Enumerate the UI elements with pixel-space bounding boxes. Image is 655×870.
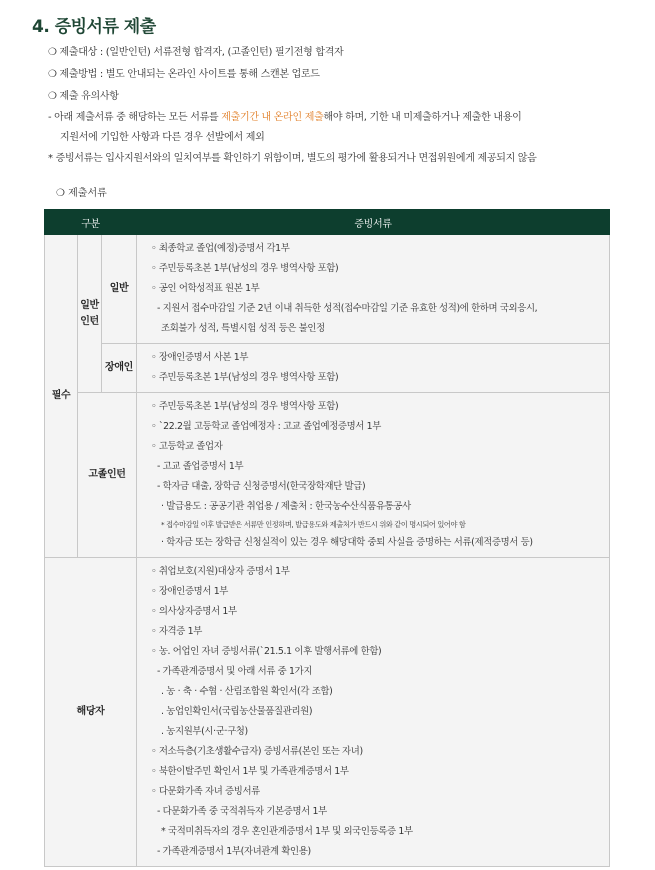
document-item: ◦ 주민등록초본 1부(남성의 경우 병역사항 포함) [151,263,339,274]
documents-subheading: ❍ 제출서류 [56,188,107,199]
document-item: - 다문화가족 중 국적취득자 기본증명서 1부 [157,806,327,817]
caution-continuation: 지원서에 기입한 사항과 다른 경우 선발에서 제외 [60,132,265,143]
caution-pre: - 아래 제출서류 중 해당하는 모든 서류를 [48,112,222,123]
document-item: ◦ 취업보호(지원)대상자 증명서 1부 [151,566,290,577]
category-highschool-intern: 고졸인턴 [78,393,137,558]
document-item: - 고교 졸업증명서 1부 [157,461,244,472]
disabled-documents-cell [137,344,610,393]
caution-text [48,108,628,148]
table-row [45,235,610,344]
document-item: - 학자금 대출, 장학금 신청증명서(한국장학재단 발급) [157,481,366,492]
document-item: ◦ 장애인증명서 1부 [151,586,229,597]
intro-block [48,42,628,170]
caution-heading: ❍ 제출 유의사항 [48,91,119,102]
document-item: . 농업인확인서(국립농산물품질관리원) [161,706,313,717]
document-item: 조회불가 성적, 특별시험 성적 등은 불인정 [161,323,325,334]
category-general-intern: 일반 인턴 [78,235,102,393]
document-item: ◦ 장애인증명서 사본 1부 [151,352,249,363]
header-documents: 증빙서류 [137,210,610,235]
category-required: 필수 [45,235,78,558]
document-item: ◦ 의사상자증명서 1부 [151,606,237,617]
document-item: ◦ 주민등록초본 1부(남성의 경우 병역사항 포함) [151,401,339,412]
table-row [45,393,610,558]
document-item: - 가족관계증명서 및 아래 서류 중 1가지 [157,666,313,677]
highschool-documents-cell [137,393,610,558]
document-item: ◦ 최종학교 졸업(예정)증명서 각1부 [151,243,290,254]
document-item: ◦ `22.2월 고등학교 졸업예정자 : 고교 졸업예정증명서 1부 [151,421,381,432]
header-category: 구분 [45,210,137,235]
document-item: ◦ 자격증 1부 [151,626,202,637]
document-item: - 가족관계증명서 1부(자녀관계 확인용) [157,846,311,857]
caution-post: 해야 하며, 기한 내 미제출하거나 제출한 내용이 [323,112,522,123]
section-title: 4. 증빙서류 제출 [32,17,156,37]
document-item: . 농 · 축 · 수협 · 산림조합원 확인서(각 조합) [161,686,333,697]
document-item: · 발급용도 : 공공기관 취업용 / 제출처 : 한국농수산식품유통공사 [161,501,411,512]
table-header-row [45,210,610,235]
document-item: ◦ 북한이탈주민 확인서 1부 및 가족관계증명서 1부 [151,766,349,777]
documents-table [44,209,610,867]
document-item: * 국적미취득자의 경우 혼인관계증명서 1부 및 외국인등록증 1부 [161,826,413,837]
category-disabled: 장애인 [102,344,137,393]
document-item: ◦ 주민등록초본 1부(남성의 경우 병역사항 포함) [151,372,339,383]
caution-highlight: 제출기간 내 온라인 제출 [221,112,324,123]
document-item: . 농지원부(시·군·구청) [161,726,248,737]
document-item: * 접수마감일 이후 발급받은 서류만 인정하며, 발급용도와 제출처가 반드시 위와 같이 명시되어 있어야 함 [161,520,466,529]
document-item: ◦ 고등학교 졸업자 [151,441,223,452]
document-item: ◦ 저소득층(기초생활수급자) 증빙서류(본인 또는 자녀) [151,746,363,757]
submission-method: ❍ 제출방법 : 별도 안내되는 온라인 사이트를 통해 스캔본 업로드 [48,69,320,80]
submission-target: ❍ 제출대상 : (일반인턴) 서류전형 합격자, (고졸인턴) 필기전형 합격자 [48,47,344,58]
document-item: ◦ 농. 어업인 자녀 증빙서류(`21.5.1 이후 발행서류에 한함) [151,646,382,657]
document-item: - 지원서 접수마감일 기준 2년 이내 취득한 성적(접수마감일 기준 유효한 성적)에 한하며 국외응시, [157,303,538,314]
purpose-note: * 증빙서류는 입사지원서와의 일치여부를 확인하기 위함이며, 별도의 평가에 활용되거나 면접위원에게 제공되지 않음 [48,153,537,164]
document-item: ◦ 공인 어학성적표 원본 1부 [151,283,260,294]
applicable-documents-cell [137,558,610,867]
document-item: · 학자금 또는 장학금 신청실적이 있는 경우 해당대학 중퇴 사실을 증명하는 서류(제적증명서 등) [161,537,533,548]
table-row [45,558,610,867]
category-applicable: 해당자 [45,558,137,867]
table-row [45,344,610,393]
document-item: ◦ 다문화가족 자녀 증빙서류 [151,786,260,797]
general-documents-cell [137,235,610,344]
category-general: 일반 [102,235,137,344]
